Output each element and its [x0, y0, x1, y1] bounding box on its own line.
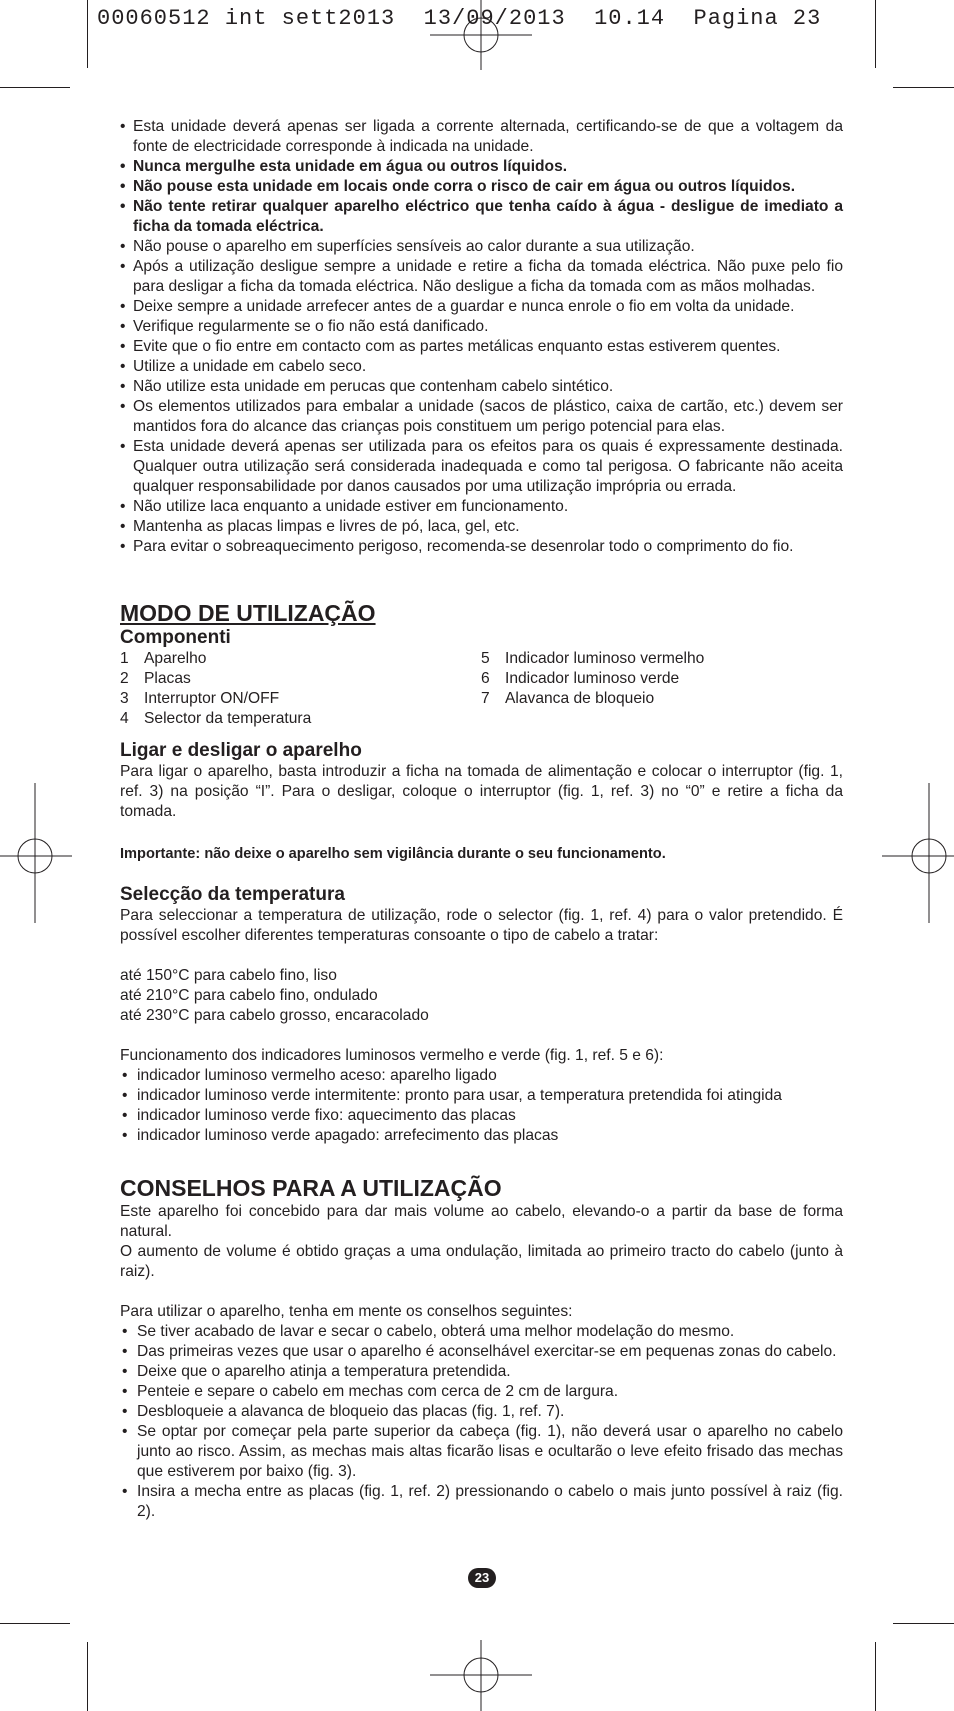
list-item: • Verifique regularmente se o fio não está danificado. [120, 317, 843, 337]
list-item: • Deixe que o aparelho atinja a temperatura pretendida. [120, 1362, 843, 1382]
list-item: • Não pouse o aparelho em superfícies sensíveis ao calor durante a sua utilização. [120, 237, 843, 257]
component-label: Selector da temperatura [144, 710, 312, 727]
crop-mark [87, 1642, 88, 1711]
component-item [481, 669, 704, 689]
list-item: • indicador luminoso verde fixo: aquecimento das placas [120, 1106, 843, 1126]
component-item [120, 669, 481, 689]
component-number: 6 [481, 670, 490, 687]
list-item: • Não pouse esta unidade em locais onde corra o risco de cair em água ou outros líquidos. [120, 177, 843, 197]
list-item: • Se tiver acabado de lavar e secar o cabelo, obterá uma melhor modelação do mesmo. [120, 1322, 843, 1342]
list-item: • Não utilize laca enquanto a unidade estiver em funcionamento. [120, 497, 843, 517]
list-item: • Não tente retirar qualquer aparelho eléctrico que tenha caído à água - desligue de imediato a ficha da tomada eléctrica. [120, 197, 843, 237]
temperature-list [120, 966, 843, 1026]
conselhos-paragraph-2: O aumento de volume é obtido graças a uma ondulação, limitada ao primeiro tracto do cabelo (junto à raiz). [120, 1243, 843, 1280]
component-item [120, 649, 481, 669]
components-column-left [120, 649, 481, 729]
tips-intro: Para utilizar o aparelho, tenha em mente os conselhos seguintes: [120, 1303, 573, 1320]
list-item: • Mantenha as placas limpas e livres de pó, laca, gel, etc. [120, 517, 843, 537]
print-slug: 00060512 int sett2013 13/09/2013 10.14 Pagina 23 [97, 6, 822, 31]
list-item: • Se optar por começar pela parte superior da cabeça (fig. 1), não deverá usar o aparelho no cabelo junto ao risco. Assim, as mechas mais altas ficarão lisas e ocultarão o leve efeito frisado das mechas que estiverem por baixo (fig. 3). [120, 1422, 843, 1482]
component-item [481, 649, 704, 669]
crop-mark [893, 1623, 954, 1624]
component-label: Alavanca de bloqueio [505, 690, 655, 707]
temperature-option: até 150°C para cabelo fino, liso [120, 967, 337, 984]
list-item: • Utilize a unidade em cabelo seco. [120, 357, 843, 377]
list-item: • Insira a mecha entre as placas (fig. 1, ref. 2) pressionando o cabelo o mais junto possível à raiz (fig. 2). [120, 1482, 843, 1522]
list-item: • indicador luminoso vermelho aceso: aparelho ligado [120, 1066, 843, 1086]
list-item: • Para evitar o sobreaquecimento perigoso, recomenda-se desenrolar todo o comprimento do fio. [120, 537, 843, 557]
indicator-list [120, 1066, 843, 1146]
indicators-intro: Funcionamento dos indicadores luminosos vermelho e verde (fig. 1, ref. 5 e 6): [120, 1047, 664, 1064]
component-item [120, 709, 481, 729]
power-title: Ligar e desligar o aparelho [120, 740, 362, 761]
list-item: • Penteie e separe o cabelo em mechas com cerca de 2 cm de largura. [120, 1382, 843, 1402]
registration-mark-left [0, 783, 72, 923]
component-number: 1 [120, 650, 129, 667]
component-label: Placas [144, 670, 191, 687]
tips-list [120, 1322, 843, 1522]
list-item: • Das primeiras vezes que usar o aparelho é aconselhável exercitar-se em pequenas zonas do cabelo. [120, 1342, 843, 1362]
component-label: Indicador luminoso vermelho [505, 650, 705, 667]
crop-mark [0, 1623, 70, 1624]
component-number: 5 [481, 650, 490, 667]
list-item: • indicador luminoso verde apagado: arrefecimento das placas [120, 1126, 843, 1146]
crop-mark [87, 0, 88, 68]
page-content [120, 117, 843, 1522]
safety-list [120, 117, 843, 557]
list-item: • Nunca mergulhe esta unidade em água ou outros líquidos. [120, 157, 843, 177]
component-number: 7 [481, 690, 490, 707]
list-item: • Não utilize esta unidade em perucas que contenham cabelo sintético. [120, 377, 843, 397]
temperature-option: até 210°C para cabelo fino, ondulado [120, 987, 378, 1004]
crop-mark [875, 1642, 876, 1711]
temperature-text: Para seleccionar a temperatura de utilização, rode o selector (fig. 1, ref. 4) para o valor pretendido. É possível escolher diferentes temperaturas consoante o tipo de cabelo a tratar: [120, 907, 843, 944]
section-title-conselhos: CONSELHOS PARA A UTILIZAÇÃO [120, 1175, 502, 1201]
registration-mark-top [410, 0, 550, 70]
temperature-option: até 230°C para cabelo grosso, encaracolado [120, 1007, 429, 1024]
temperature-title: Selecção da temperatura [120, 884, 345, 905]
page-number-badge: 23 [468, 1568, 496, 1588]
important-note: Importante: não deixe o aparelho sem vigilância durante o seu funcionamento. [120, 846, 666, 862]
conselhos-paragraph-1: Este aparelho foi concebido para dar mais volume ao cabelo, elevando-o a partir da base de forma natural. [120, 1203, 843, 1240]
list-item: • Desbloqueie a alavanca de bloqueio das placas (fig. 1, ref. 7). [120, 1402, 843, 1422]
component-label: Interruptor ON/OFF [144, 690, 280, 707]
crop-mark [0, 87, 70, 88]
crop-mark [893, 87, 954, 88]
component-label: Aparelho [144, 650, 207, 667]
components-title: Componenti [120, 627, 231, 648]
component-number: 2 [120, 670, 129, 687]
component-item [120, 689, 481, 709]
component-item [481, 689, 704, 709]
list-item: • Evite que o fio entre em contacto com as partes metálicas enquanto estas estiverem quentes. [120, 337, 843, 357]
component-label: Indicador luminoso verde [505, 670, 680, 687]
component-number: 3 [120, 690, 129, 707]
registration-mark-bottom [410, 1640, 550, 1711]
power-text: Para ligar o aparelho, basta introduzir a ficha na tomada de alimentação e colocar o interruptor (fig. 1, ref. 3) na posição “I”. Para o desligar, coloque o interruptor (fig. 1, ref. 3) no “0” e retire a ficha da tomada. [120, 763, 843, 820]
list-item: • Os elementos utilizados para embalar a unidade (sacos de plástico, caixa de cartão, etc.) devem ser mantidos fora do alcance das crianças pois constituem um perigo potencial para elas. [120, 397, 843, 437]
registration-mark-right [882, 783, 954, 923]
crop-mark [875, 0, 876, 68]
list-item: • Esta unidade deverá apenas ser utilizada para os efeitos para os quais é expressamente destinada. Qualquer outra utilização será considerada inadequada e como tal perigosa. O fabricante não aceita qualquer responsabilidade por danos causados por uma utilização imprópria ou errada. [120, 437, 843, 497]
component-number: 4 [120, 710, 129, 727]
list-item: • indicador luminoso verde intermitente: pronto para usar, a temperatura pretendida foi atingida [120, 1086, 843, 1106]
list-item: • Após a utilização desligue sempre a unidade e retire a ficha da tomada eléctrica. Não puxe pelo fio para desligar a ficha da tomada eléctrica. Não desligue a ficha da tomada com as mãos molhadas. [120, 257, 843, 297]
components-list [120, 649, 843, 729]
list-item: • Deixe sempre a unidade arrefecer antes de a guardar e nunca enrole o fio em volta da unidade. [120, 297, 843, 317]
components-column-right [481, 649, 704, 729]
list-item: • Esta unidade deverá apenas ser ligada a corrente alternada, certificando-se de que a voltagem da fonte de electricidade corresponde à indicada na unidade. [120, 117, 843, 157]
section-title-modo: MODO DE UTILIZAÇÃO [120, 600, 376, 626]
